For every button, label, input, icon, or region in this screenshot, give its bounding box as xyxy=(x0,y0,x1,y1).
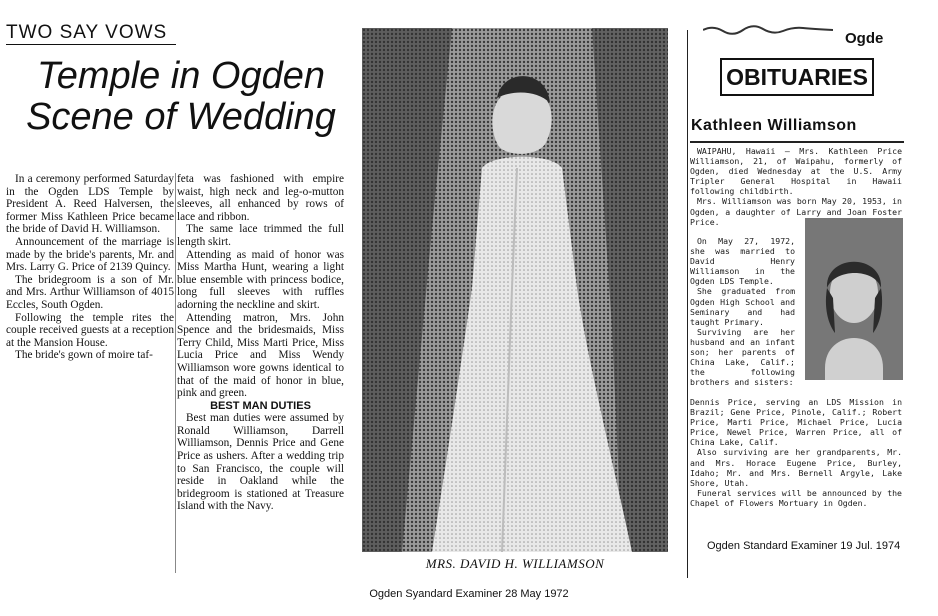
masthead-fragment-icon xyxy=(703,25,833,35)
obituary-paragraph: On May 27, 1972, she was married to David Henry Williamson in the Ogden LDS Temple. xyxy=(690,236,795,287)
obituary-paragraph: WAIPAHU, Hawaii — Mrs. Kathleen Price Williamson, 21, of Waipahu, formerly of Ogden, died Wednesday at the U.S. Army Tripler General Hospital in Hawaii following childbirth. xyxy=(690,146,902,197)
obituary-text-top xyxy=(690,146,902,227)
headline-line-2: Scene of Wedding xyxy=(26,96,336,138)
obituary-name: Kathleen Williamson xyxy=(691,117,857,134)
obituary-paragraph: Dennis Price, serving an LDS Mission in Brazil; Gene Price, Pinole, Calif.; Robert Price, Marti Price, Michael Price, Lucia Price, Newel Price, Warren Price, all of China Lake, Calif. xyxy=(690,397,902,448)
article-headline xyxy=(6,56,356,138)
obituaries-heading: OBITUARIES xyxy=(720,58,874,96)
article-paragraph: The bridegroom is a son of Mr. and Mrs. Arthur Williamson of 4015 Eccles, South Ogden. xyxy=(6,273,174,311)
article-paragraph: feta was fashioned with empire waist, high neck and leg-o-mutton sleeves, all enhanced by rows of lace and ribbon. xyxy=(177,173,344,223)
column-divider xyxy=(175,173,176,573)
obituary-paragraph: Also surviving are her grandparents, Mr. and Mrs. Horace Eugene Price, Burley, Idaho; Mr. and Mrs. Bernell Argyle, Lake Shore, Utah. xyxy=(690,447,902,488)
obituary-portrait xyxy=(805,218,903,380)
article-column-2 xyxy=(177,173,344,513)
photo-caption: MRS. DAVID H. WILLIAMSON xyxy=(425,556,605,571)
obituary-paragraph: Surviving are her husband and an infant son; her parents of China Lake, Calif.; the following brothers and sisters: xyxy=(690,326,795,388)
article-subhead: BEST MAN DUTIES xyxy=(210,399,311,412)
article-paragraph: Announcement of the marriage is made by the bride's parents, Mr. and Mrs. Larry G. Price of 2139 Quincy. xyxy=(6,235,174,274)
article-column-1 xyxy=(6,173,174,362)
obituary-paragraph: Funeral services will be announced by the Chapel of Flowers Mortuary in Ogden. xyxy=(690,487,902,508)
article-paragraph: Following the temple rites the couple received guests at a reception at the Mansion House. xyxy=(6,311,174,349)
article-paragraph: The same lace trimmed the full length skirt. xyxy=(177,223,344,248)
bride-photo xyxy=(362,28,668,552)
obituary-portrait-image xyxy=(805,218,903,380)
obituary-paragraph: She graduated from Ogden High School and Seminary and had taught Primary. xyxy=(690,286,795,327)
obituary-divider xyxy=(690,141,904,143)
article-paragraph: Attending matron, Mrs. John Spence and the bridesmaids, Miss Terry Child, Miss Marti Price, Miss Lucia Price and Miss Wendy Williamson wore gowns identical to that of the maid of honor in blue, pink and green. xyxy=(177,311,344,400)
obituary-text-middle xyxy=(690,236,795,387)
obituary-paragraph: Mrs. Williamson was born May 20, 1953, in Ogden, a daughter of Larry and Joan Foster Price. xyxy=(690,196,902,227)
article-source-credit: Ogden Syandard Examiner 28 May 1972 xyxy=(369,588,569,600)
article-paragraph: In a ceremony performed Saturday in the Ogden LDS Temple by President A. Reed Halversen, the former Miss Kathleen Price became the bride of David H. Williamson. xyxy=(6,173,174,236)
obituary-source-credit: Ogden Standard Examiner 19 Jul. 1974 xyxy=(707,540,901,552)
article-paragraph: Best man duties were assumed by Ronald Williamson, Darrell Williamson, Dennis Price and Gene Price as ushers. After a wedding trip to San Francisco, the couple will reside in Oakland while the bridegroom is stationed at Treasure Island with the Navy. xyxy=(177,412,344,513)
article-kicker: TWO SAY VOWS xyxy=(6,22,176,45)
article-paragraph: The bride's gown of moire taf- xyxy=(15,349,153,362)
headline-line-1: Temple in Ogden xyxy=(36,55,325,97)
masthead-fragment: Ogde xyxy=(845,30,884,47)
article-paragraph: Attending as maid of honor was Miss Martha Hunt, wearing a light blue ensemble with princess bodice, long full sleeves with ruffles adorning the neckline and skirt. xyxy=(177,248,344,311)
bride-photo-image xyxy=(362,28,668,552)
obituary-text-bottom xyxy=(690,397,902,508)
